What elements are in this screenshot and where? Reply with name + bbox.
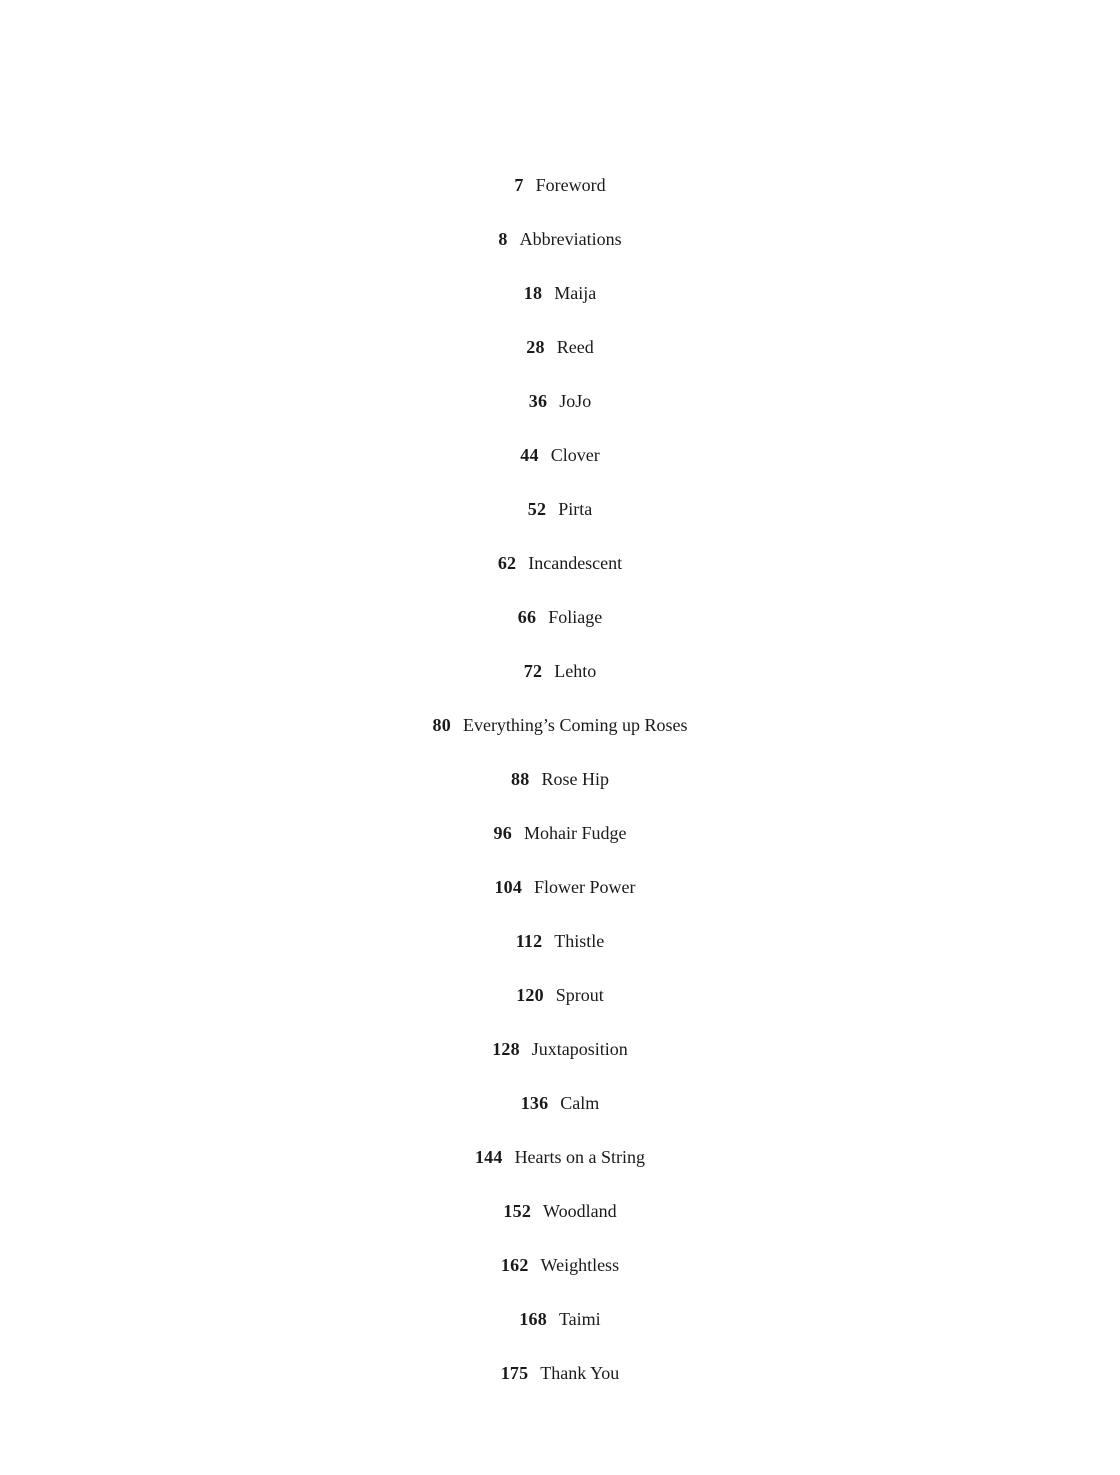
toc-page-number: 168: [519, 1309, 547, 1329]
toc-page-number: 18: [523, 283, 543, 303]
toc-entry[interactable]: [0, 158, 1120, 212]
toc-entry[interactable]: [0, 644, 1120, 698]
toc-entry[interactable]: [0, 266, 1120, 320]
toc-title: Flower Power: [534, 877, 636, 897]
toc-page-number: 162: [500, 1255, 529, 1275]
toc-entry[interactable]: [0, 806, 1120, 860]
toc-entry[interactable]: [0, 374, 1120, 428]
toc-entry[interactable]: [0, 1346, 1120, 1400]
toc-page-number: 175: [500, 1363, 529, 1383]
toc-title: Everything’s Coming up Roses: [462, 715, 688, 735]
toc-title: JoJo: [559, 391, 592, 411]
toc-entry[interactable]: [0, 752, 1120, 806]
toc-page-number: 88: [511, 769, 530, 789]
toc-title: Foliage: [548, 607, 603, 627]
toc-title: Mohair Fudge: [523, 823, 627, 843]
toc-page-number: 120: [516, 985, 544, 1005]
toc-page-number: 72: [523, 661, 543, 681]
toc-title: Hearts on a String: [514, 1147, 646, 1167]
toc-title: Taimi: [558, 1309, 601, 1329]
toc-page-number: 36: [528, 391, 548, 411]
toc-entry[interactable]: [0, 1238, 1120, 1292]
toc-title: Rose Hip: [541, 769, 609, 789]
toc-entry[interactable]: [0, 428, 1120, 482]
toc-entry[interactable]: [5, 860, 1120, 914]
toc-entry[interactable]: [0, 968, 1120, 1022]
toc-title: Abbreviations: [519, 229, 622, 249]
toc-title: Thank You: [540, 1363, 620, 1383]
toc-page-number: 128: [492, 1039, 520, 1059]
toc-entry[interactable]: [0, 320, 1120, 374]
toc-title: Reed: [556, 337, 594, 357]
toc-entry[interactable]: [0, 212, 1120, 266]
toc-page-number: 144: [474, 1147, 503, 1167]
toc-title: Foreword: [535, 175, 606, 195]
toc-page-number: 152: [503, 1201, 532, 1221]
toc-title: Sprout: [555, 985, 604, 1005]
toc-page-number: 44: [520, 445, 539, 465]
table-of-contents: [0, 158, 1120, 1400]
toc-entry[interactable]: [0, 1130, 1120, 1184]
toc-page-number: 136: [520, 1093, 549, 1113]
toc-title: Maija: [554, 283, 597, 303]
toc-page-number: 28: [526, 337, 545, 357]
toc-page-number: 8: [498, 229, 508, 249]
toc-page-number: 66: [517, 607, 537, 627]
toc-title: Calm: [560, 1093, 600, 1113]
toc-entry[interactable]: [0, 482, 1120, 536]
toc-page-number: 80: [432, 715, 451, 735]
toc-entry[interactable]: [0, 914, 1120, 968]
toc-title: Lehto: [554, 661, 597, 681]
toc-entry[interactable]: [0, 536, 1120, 590]
toc-title: Juxtaposition: [531, 1039, 628, 1059]
toc-entry[interactable]: [0, 590, 1120, 644]
toc-page-number: 52: [527, 499, 547, 519]
toc-page-number: 96: [493, 823, 512, 843]
toc-entry[interactable]: [0, 1022, 1120, 1076]
toc-title: Incandescent: [528, 553, 623, 573]
toc-title: Woodland: [543, 1201, 617, 1221]
toc-entry[interactable]: [0, 1184, 1120, 1238]
toc-title: Weightless: [540, 1255, 620, 1275]
toc-title: Pirta: [558, 499, 593, 519]
toc-page-number: 7: [514, 175, 524, 195]
toc-page-number: 62: [497, 553, 517, 573]
toc-page-number: 104: [494, 877, 523, 897]
toc-page-number: 112: [515, 931, 543, 951]
toc-entry[interactable]: [0, 698, 1120, 752]
toc-entry[interactable]: [0, 1076, 1120, 1130]
toc-title: Clover: [550, 445, 600, 465]
toc-entry[interactable]: [0, 1292, 1120, 1346]
toc-title: Thistle: [554, 931, 605, 951]
